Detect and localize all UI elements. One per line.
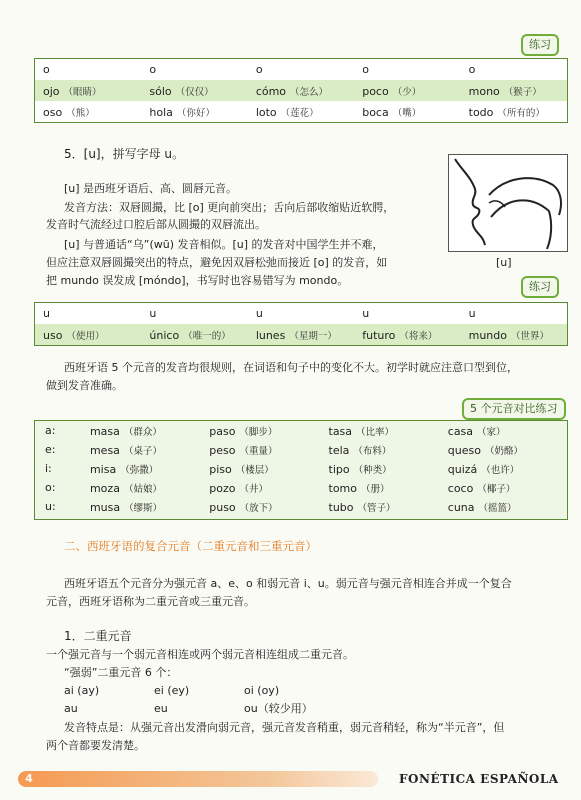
chinese-gloss: （脚步） [239,426,278,438]
compare-row [35,459,567,478]
chinese-gloss: （楼层） [235,464,274,476]
chinese-gloss: （布料） [353,445,392,457]
table-cell [248,84,354,98]
spanish-word: futuro [362,328,396,342]
spanish-word: uso [43,328,63,342]
table-row [35,101,567,122]
summary-text: 做到发音准确。 [46,379,123,392]
spanish-word: o [149,63,157,76]
spanish-word: único [149,328,180,342]
compare-cell [448,424,567,438]
table-cell [35,84,141,98]
chinese-gloss: （种类） [353,464,392,476]
spanish-word: paso [209,424,236,438]
chinese-gloss: （唯一的） [183,330,231,342]
table-cell [248,105,354,119]
spanish-word: tela [328,443,350,457]
page-number: 4 [25,772,33,785]
spanish-word: lunes [255,328,286,342]
table-cell [461,63,567,76]
practice-tag: 练习 [521,34,559,56]
compare-cell [329,500,448,514]
subsection-heading: 1．二重元音 [64,629,132,643]
spanish-word: misa [89,462,117,476]
table-cell [354,105,460,119]
vowel-label: a: [45,424,56,437]
chinese-gloss: （少） [392,86,422,98]
compare-cell [329,443,448,457]
chinese-gloss: （桌子） [123,445,162,457]
spanish-word: cuna [447,500,475,514]
spanish-word: tipo [328,462,350,476]
vowel-label: o: [45,481,56,494]
summary-text: 西班牙语 5 个元音的发音均很规则，在词语和句子中的变化不大。初学时就应注意口型到位， [64,361,518,374]
mouth-profile-icon [449,155,567,251]
table-cell [354,63,460,76]
chinese-gloss: （世界） [511,330,550,342]
mouth-diagram [448,154,568,252]
paragraph: 发音时气流经过口腔后部从圆撮的双唇流出。 [46,218,266,231]
chinese-gloss: （重量） [239,445,278,457]
page-bar [18,771,378,787]
spanish-word: tomo [328,481,357,495]
spanish-word: casa [447,424,474,438]
chinese-gloss: （放下） [239,502,278,514]
spanish-word: mundo [468,328,507,342]
spanish-word: piso [209,462,232,476]
compare-cell [209,443,328,457]
chinese-gloss: （你好） [176,107,215,119]
table-cell [354,84,460,98]
compare-cell [448,481,567,495]
vowel-compare-table [34,420,568,520]
compare-row [35,421,567,440]
table-cell [461,307,567,320]
spanish-word: ojo [43,84,60,98]
spanish-word: o [43,63,50,76]
practice-table-o [34,58,568,123]
chinese-gloss: （猴子） [503,86,542,98]
section-u-heading: 5．[u]，拼写字母 u。 [64,147,185,161]
spanish-word: o [468,63,476,76]
table-row [35,324,567,345]
table-cell [35,105,141,119]
diphthong: ai (ay) [64,684,100,697]
spanish-word: puso [209,500,236,514]
compare-row [35,478,567,497]
chinese-gloss: （奶酪） [484,445,523,457]
spanish-word: u [43,307,50,320]
compare-cell [329,481,448,495]
compare-cell [90,462,209,476]
chinese-gloss: （使用） [66,330,105,342]
vowel-label: u: [45,500,56,513]
compare-row [35,440,567,459]
table-row [35,80,567,101]
compare-cell [329,462,448,476]
spanish-word: moza [89,481,120,495]
chinese-gloss: （也许） [481,464,520,476]
chinese-gloss: （将来） [399,330,438,342]
chinese-gloss: （群众） [123,426,162,438]
table-cell [35,328,141,342]
spanish-word: mesa [89,443,120,457]
spanish-word: cómo [255,84,287,98]
spanish-word: peso [209,443,236,457]
spanish-word: loto [255,105,277,119]
chinese-gloss: （缪斯） [124,502,163,514]
chinese-gloss: （熊） [66,107,95,119]
chinese-gloss: （所有的） [497,107,545,119]
chinese-gloss: （眼睛） [63,86,102,98]
paragraph: 西班牙语五个元音分为强元音 a、e、o 和弱元音 i、u。弱元音与强元音相连合并成一个复合 [64,577,512,590]
diphthong: eu [154,702,168,715]
diphthong: au [64,702,78,715]
table-cell [141,105,247,119]
compare-cell [90,500,209,514]
table-cell [248,63,354,76]
vowel-label: i: [45,462,52,475]
compare-cell [329,424,448,438]
chinese-gloss: （家） [477,426,506,438]
diphthong: oi (oy) [244,684,280,697]
table-cell [141,84,247,98]
spanish-word: sólo [149,84,172,98]
spanish-word: u [468,307,476,320]
spanish-word: o [362,63,369,76]
spanish-word: coco [447,481,474,495]
paragraph: [u] 是西班牙语后、高、圆唇元音。 [64,182,238,195]
table-cell [461,328,567,342]
chinese-gloss: （井） [239,483,268,495]
paragraph: [u] 与普通话“乌”(wū) 发音相似。[u] 的发音对中国学生并不难， [64,238,384,251]
chinese-gloss: （管子） [357,502,396,514]
compare-cell [209,500,328,514]
spanish-word: quizá [447,462,478,476]
table-row [35,303,567,324]
spanish-word: tubo [328,500,354,514]
compare-cell [448,500,567,514]
paragraph: 把 mundo 误发成 [móndo]，书写时也容易错写为 mondo。 [46,274,349,287]
table-cell [354,328,460,342]
practice-table-u [34,302,568,346]
table-cell [141,63,247,76]
paragraph: 发音特点是：从强元音出发滑向弱元音，强元音发音稍重，弱元音稍轻，称为“半元音”，但 [64,721,505,734]
compare-cell [209,462,328,476]
spanish-word: musa [89,500,121,514]
spanish-word: u [149,307,157,320]
spanish-word: poco [362,84,389,98]
paragraph: 元音，西班牙语称为二重元音或三重元音。 [46,595,255,608]
chinese-gloss: （怎么） [290,86,329,98]
spanish-word: o [255,63,263,76]
spanish-word: tasa [328,424,353,438]
paragraph: 两个音都要发清楚。 [46,739,145,752]
table-cell [35,307,141,320]
compare-cell [90,481,209,495]
compare-cell [448,443,567,457]
spanish-word: u [362,307,370,320]
spanish-word: oso [43,105,63,119]
diphthong: ei (ey) [154,684,190,697]
chinese-gloss: （摇篮） [478,502,517,514]
compare-row [35,497,567,516]
spanish-word: todo [468,105,494,119]
paragraph: 但应注意双唇圆撮突出的特点，避免因双唇松弛而接近 [o] 的发音，如 [46,256,388,269]
chinese-gloss: （册） [361,483,390,495]
chinese-gloss: （弥撒） [120,464,159,476]
paragraph: “强弱”二重元音 6 个： [64,666,178,679]
spanish-word: hola [149,105,173,119]
table-cell [354,307,460,320]
chinese-gloss: （姑娘） [123,483,162,495]
compare-cell [209,481,328,495]
compare-cell [448,462,567,476]
table-cell [35,63,141,76]
chinese-gloss: （仅仅） [175,86,214,98]
table-cell [248,307,354,320]
spanish-word: masa [89,424,120,438]
chinese-gloss: （星期一） [289,330,337,342]
table-cell [248,328,354,342]
compare-cell [90,424,209,438]
paragraph: 一个强元音与一个弱元音相连或两个弱元音相连组成二重元音。 [46,648,354,661]
chinese-gloss: （椰子） [477,483,516,495]
chinese-gloss: （嘴） [392,107,422,119]
compare-practice-tag: 5 个元音对比练习 [462,398,566,420]
spanish-word: queso [447,443,481,457]
diagram-caption: [u] [496,256,512,269]
chinese-gloss: （比率） [356,426,395,438]
spanish-word: pozo [209,481,236,495]
table-cell [461,105,567,119]
compare-cell [209,424,328,438]
table-cell [461,84,567,98]
paragraph: 发音方法：双唇圆撮，比 [o] 更向前突出；舌向后部收缩贴近软腭， [64,201,395,214]
table-row [35,59,567,80]
practice-tag: 练习 [521,276,559,298]
spanish-word: mono [468,84,500,98]
table-cell [141,307,247,320]
vowel-label: e: [45,443,56,456]
compare-cell [90,443,209,457]
footer-title: FONÉTICA ESPAÑOLA [399,772,559,786]
spanish-word: u [255,307,263,320]
spanish-word: boca [362,105,389,119]
table-cell [141,328,247,342]
section-title: 二、西班牙语的复合元音（二重元音和三重元音） [64,539,317,553]
chinese-gloss: （莲花） [280,107,319,119]
diphthong: ou（较少用） [244,702,313,715]
